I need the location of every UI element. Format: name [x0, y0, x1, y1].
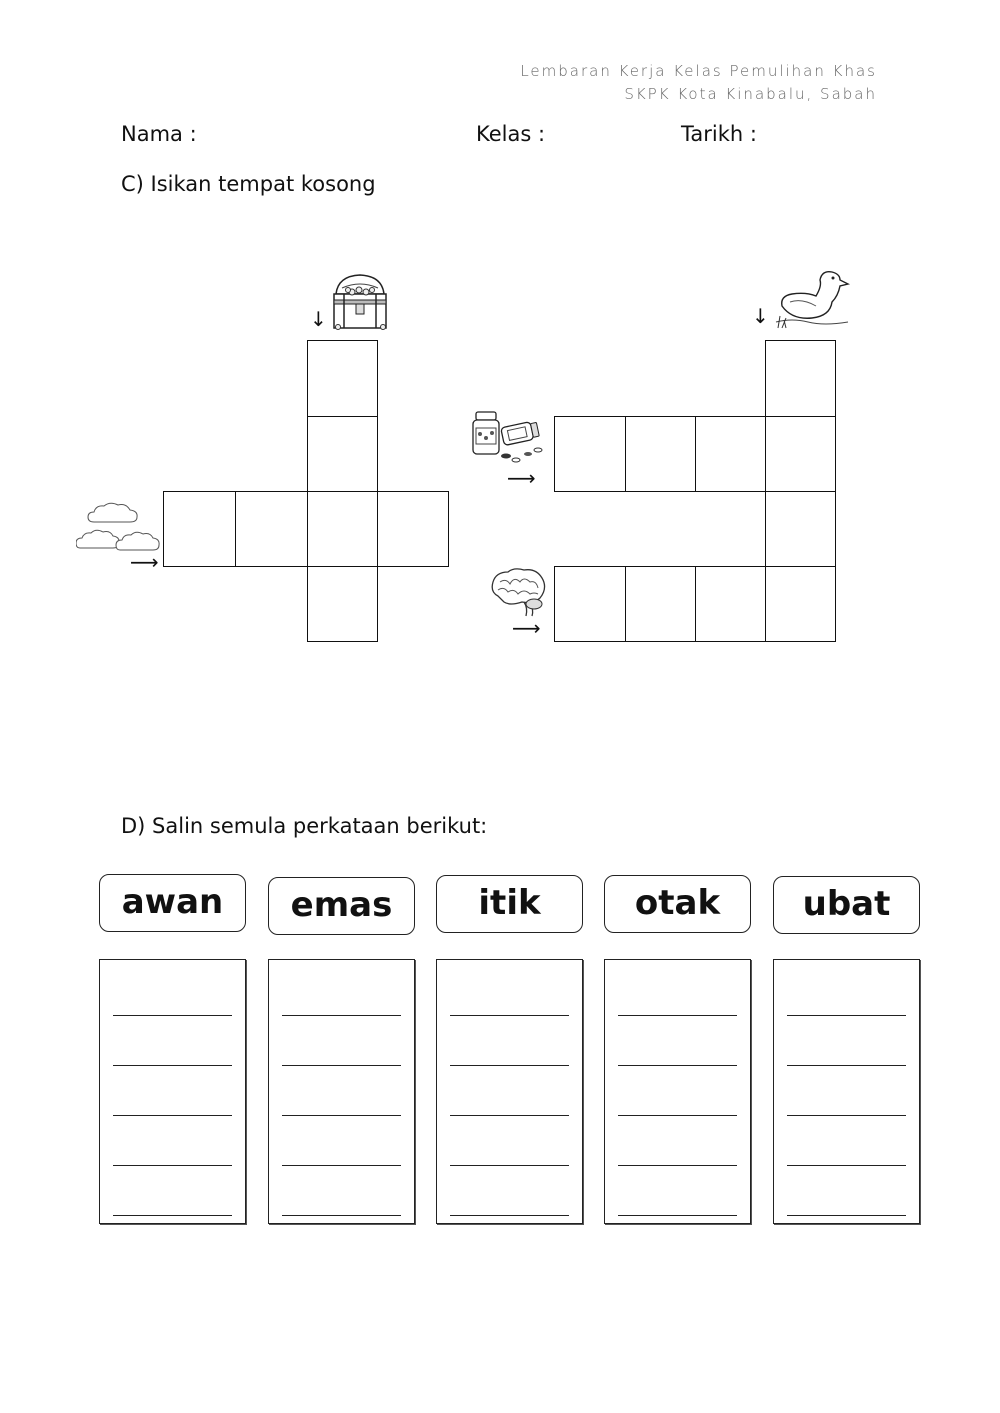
- writing-line[interactable]: [450, 1215, 569, 1216]
- medicine-icon: [470, 410, 546, 464]
- word-card-itik: itik: [436, 875, 583, 933]
- writing-line[interactable]: [113, 1215, 232, 1216]
- crossword-cell[interactable]: [307, 566, 378, 642]
- writing-line[interactable]: [113, 1015, 232, 1016]
- writing-line[interactable]: [450, 1065, 569, 1066]
- writing-line[interactable]: [787, 1215, 906, 1216]
- writing-box-itik[interactable]: [436, 959, 583, 1224]
- writing-line[interactable]: [282, 1065, 401, 1066]
- section-c-title: C) Isikan tempat kosong: [121, 172, 376, 196]
- crossword-cell[interactable]: [695, 566, 766, 642]
- crossword-cell[interactable]: [554, 416, 626, 492]
- crossword-cell[interactable]: [163, 491, 236, 567]
- writing-line[interactable]: [113, 1115, 232, 1116]
- crossword-cell[interactable]: [765, 416, 836, 492]
- school-header-line2: SKPK Kota Kinabalu, Sabah: [624, 85, 877, 103]
- word-card-otak: otak: [604, 875, 751, 933]
- writing-line[interactable]: [450, 1165, 569, 1166]
- arrow-down-icon: ↓: [310, 307, 327, 331]
- writing-line[interactable]: [450, 1015, 569, 1016]
- arrow-right-icon: ⟶: [507, 466, 536, 490]
- nama-label: Nama :: [121, 122, 197, 146]
- crossword-cell[interactable]: [377, 491, 449, 567]
- section-d-title: D) Salin semula perkataan berikut:: [121, 814, 488, 838]
- arrow-right-icon: ⟶: [512, 616, 541, 640]
- crossword-cell[interactable]: [554, 566, 626, 642]
- writing-line[interactable]: [618, 1215, 737, 1216]
- writing-box-ubat[interactable]: [773, 959, 920, 1224]
- writing-line[interactable]: [282, 1015, 401, 1016]
- crossword-cell[interactable]: [625, 416, 696, 492]
- writing-line[interactable]: [113, 1065, 232, 1066]
- duck-icon: [772, 266, 852, 332]
- writing-box-otak[interactable]: [604, 959, 751, 1224]
- writing-line[interactable]: [787, 1015, 906, 1016]
- writing-line[interactable]: [618, 1015, 737, 1016]
- crossword-cell[interactable]: [765, 566, 836, 642]
- kelas-label: Kelas :: [476, 122, 546, 146]
- word-card-awan: awan: [99, 874, 246, 932]
- writing-line[interactable]: [282, 1115, 401, 1116]
- writing-line[interactable]: [787, 1115, 906, 1116]
- arrow-right-icon: ⟶: [130, 550, 159, 574]
- word-card-emas: emas: [268, 877, 415, 935]
- crossword-cell[interactable]: [307, 416, 378, 492]
- writing-box-emas[interactable]: [268, 959, 415, 1224]
- treasure-chest-icon: [328, 270, 392, 332]
- writing-line[interactable]: [618, 1115, 737, 1116]
- crossword-cell[interactable]: [765, 340, 836, 417]
- crossword-cell[interactable]: [307, 491, 378, 567]
- writing-line[interactable]: [282, 1165, 401, 1166]
- writing-line[interactable]: [113, 1165, 232, 1166]
- writing-line[interactable]: [618, 1065, 737, 1066]
- writing-line[interactable]: [450, 1115, 569, 1116]
- crossword-cell[interactable]: [235, 491, 308, 567]
- crossword-cell[interactable]: [625, 566, 696, 642]
- tarikh-label: Tarikh :: [681, 122, 757, 146]
- school-header-line1: Lembaran Kerja Kelas Pemulihan Khas: [520, 62, 877, 80]
- cloud-icon: [76, 500, 160, 556]
- writing-line[interactable]: [787, 1165, 906, 1166]
- arrow-down-icon: ↓: [752, 304, 769, 328]
- crossword-cell[interactable]: [695, 416, 766, 492]
- crossword-cell[interactable]: [307, 340, 378, 417]
- writing-line[interactable]: [787, 1065, 906, 1066]
- word-card-ubat: ubat: [773, 876, 920, 934]
- writing-line[interactable]: [282, 1215, 401, 1216]
- brain-icon: [488, 566, 548, 620]
- writing-line[interactable]: [618, 1165, 737, 1166]
- crossword-cell[interactable]: [765, 491, 836, 567]
- writing-box-awan[interactable]: [99, 959, 246, 1224]
